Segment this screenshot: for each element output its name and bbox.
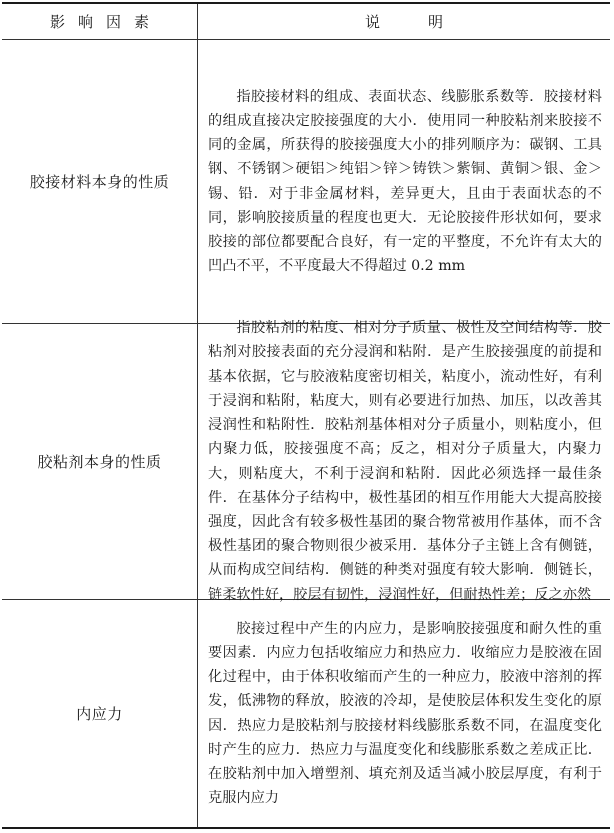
factor-cell bbox=[2, 600, 197, 827]
header-factor-label: 影响因素 bbox=[49, 13, 162, 31]
description-text: 指胶粘剂的粘度、相对分子质量、极性及空间结构等．胶粘剂对胶接表面的充分浸润和粘附．是产生胶接强度的前提和基本依据，它与胶液粘度密切相关，粘度小，流动性好，有利于浸润和粘附，粘度大，则有必要进行加热、加压，以改善其浸润性和粘附性．胶粘剂基体相对分子质量小，则粘度小，但内聚力低，胶接强度不高；反之，相对分子质量大，内聚力大，则粘度大，不利于浸润和粘附．因此必须选择一最佳条件．在基体分子结构中，极性基团的相互作用能大大提高胶接强度，因此含有较多极性基团的聚合物常被用作基体，而不含极性基团的聚合物则很少被采用．基体分子主链上含有侧链，从而构成空间结构．侧链的种类对强度有较大影响．侧链长，链柔软性好，胶层有韧性，浸润性好，但耐热性差；反之亦然 bbox=[208, 320, 602, 603]
header-description-label: 说明 bbox=[364, 13, 491, 31]
factor-cell bbox=[2, 324, 197, 599]
factor-label: 内应力 bbox=[76, 705, 123, 723]
factor-table bbox=[2, 2, 610, 829]
description-cell bbox=[208, 40, 602, 323]
factor-label: 胶接材料本身的性质 bbox=[29, 173, 170, 191]
table-row bbox=[2, 600, 610, 827]
header-factor-cell bbox=[2, 4, 197, 39]
factor-label: 胶粘剂本身的性质 bbox=[37, 453, 162, 471]
table-row bbox=[2, 320, 610, 603]
description-cell bbox=[208, 600, 602, 827]
table-row bbox=[2, 40, 610, 324]
description-cell bbox=[208, 320, 602, 603]
description-text: 指胶接材料的组成、表面状态、线膨胀系数等．胶接材料的组成直接决定胶接强度的大小．使用同一种胶粘剂来胶接不同的金属，所获得的胶接强度大小的排列顺序为：碳钢、工具钢、不锈钢＞硬铝＞纯铝＞锌＞铸铁＞紫铜、黄铜＞银、金＞锡、铅．对于非金属材料，差异更大，且由于表面状态的不同，影响胶接质量的程度也更大．无论胶接件形状如何，要求胶接的部位都要配合良好，有一定的平整度，不允许有太大的凹凸不平，不平度最大不得超过 0.2 mm bbox=[208, 88, 602, 275]
header-description-cell bbox=[198, 4, 610, 39]
description-text: 胶接过程中产生的内应力，是影响胶接强度和耐久性的重要因素．内应力包括收缩应力和热应力．收缩应力是胶液在固化过程中，由于体积收缩而产生的一种应力，胶液中溶剂的挥发，低沸物的释放，胶液的冷却，是使胶层体积发生变化的原因．热应力是胶粘剂与胶接材料线膨胀系数不同，在温度变化时产生的应力．热应力与温度变化和线膨胀系数之差成正比．在胶粘剂中加入增塑剂、填充剂及适当减小胶层厚度，有利于克服内应力 bbox=[208, 620, 602, 807]
table-header-row bbox=[2, 4, 610, 40]
factor-cell bbox=[2, 40, 197, 323]
